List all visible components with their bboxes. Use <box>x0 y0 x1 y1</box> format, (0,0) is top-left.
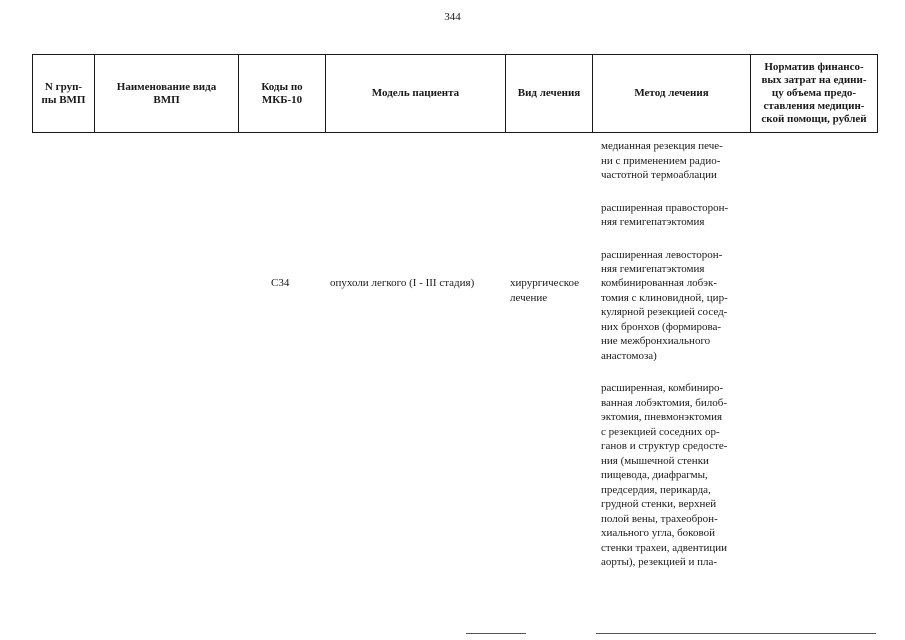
continued-methods <box>601 139 728 295</box>
header-cost-norm: Норматив финансо- вых затрат на едини- цу объема предо- ставления медицин- ской помощи, рублей <box>751 55 878 133</box>
header-patient-model: Модель пациента <box>326 55 506 133</box>
treatment-type: хирургическое лечение <box>510 277 580 304</box>
footer-rule <box>466 633 526 634</box>
header-group-number: N груп- пы ВМП <box>33 55 95 133</box>
patient-model: опухоли легкого (I - III стадия) <box>330 277 475 289</box>
table-header <box>32 54 878 133</box>
method-item: расширенная, комбиниро- ванная лобэктомия, билоб- эктомия, пневмонэктомия с резекцией соседних ор- ганов и структур средосте- ния (мышечной стенки пищевода, диафрагмы, предсердия, перикарда, грудной стенки, верхней полой вены, трахеоброн- хиального угла, боковой стенки трахеи, адвентиции аорты), резекцией и пла- <box>601 382 728 568</box>
header-treatment-type: Вид лечения <box>506 55 593 133</box>
header-vmp-name: Наименование вида ВМП <box>95 55 239 133</box>
footer-rule <box>596 633 876 634</box>
icd-code: С34 <box>271 277 290 289</box>
header-treatment-method: Метод лечения <box>593 55 751 133</box>
method-item: комбинированная лобэк- томия с клиновидной, цир- кулярной резекцией сосед- них бронхов (формирова- ние межбронхиального анастомоза) <box>601 277 728 362</box>
page-number: 344 <box>444 11 461 23</box>
method-item: расширенная правосторон- няя гемигепатэктомия <box>601 201 729 228</box>
row-methods <box>601 276 728 588</box>
method-item: расширенная левосторон- няя гемигепатэктомия <box>601 248 723 275</box>
header-icd-codes: Коды по МКБ-10 <box>239 55 326 133</box>
method-item: медианная резекция пече- ни с применением радио- частотной термоаблации <box>601 140 723 181</box>
